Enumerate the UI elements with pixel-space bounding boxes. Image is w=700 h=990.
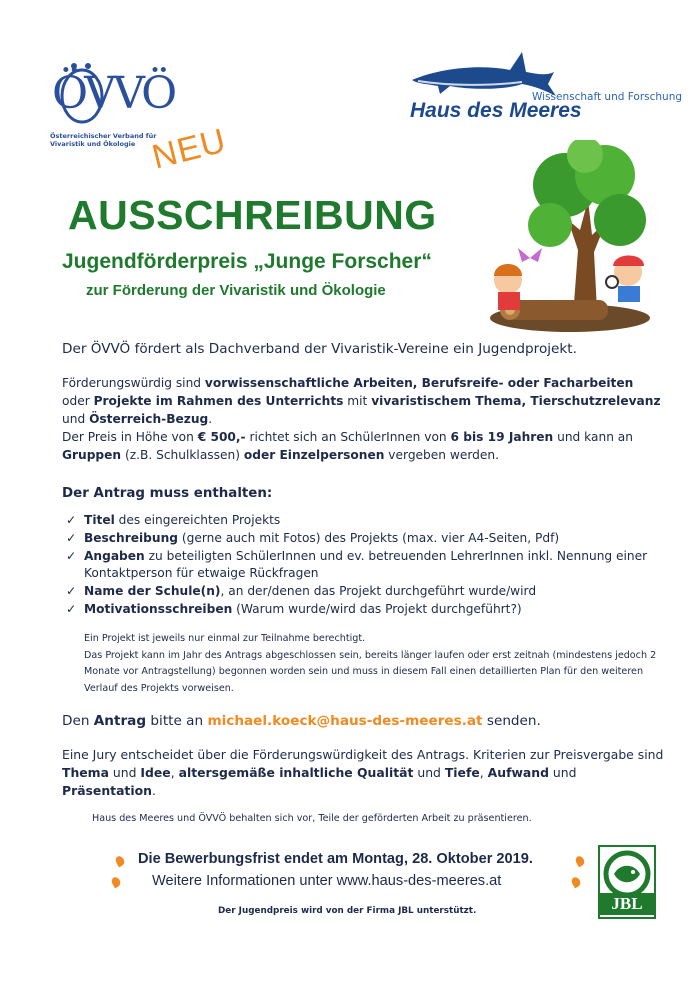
- checkmark-icon: ✓: [66, 602, 77, 616]
- leaf-bullet-icon: [570, 876, 582, 889]
- rights-notice: Haus des Meeres und ÖVVÖ behalten sich vor, Teile der geförderten Arbeit zu präsentieren.: [92, 813, 532, 824]
- list-item: ✓ Titel des eingereichten Projekts: [66, 513, 281, 527]
- checkmark-icon: ✓: [66, 513, 77, 527]
- more-info-text: Weitere Informationen unter www.haus-des-meeres.at: [152, 873, 502, 889]
- sponsor-notice: Der Jugendpreis wird von der Firma JBL unterstützt.: [218, 906, 477, 916]
- new-badge: NEU: [148, 121, 231, 177]
- leaf-bullet-icon: [110, 876, 122, 889]
- ovvo-logo-caption: Österreichischer Verband für Vivaristik und Ökologie: [50, 132, 157, 148]
- participation-notes: Ein Projekt ist jeweils nur einmal zur Teilnahme berechtigt. Das Projekt kann im Jahr des Antrags abgeschlossen sein, bereits länger laufen oder erst zeitnah (mindestens jedoch 2 Monate vor Antragstellung) begonnen worden sein und muss in diesem Fall einen detaillierten Plan für den weiteren Verlauf des Projekts vorweisen.: [84, 633, 657, 694]
- list-item: ✓ Name der Schule(n), an der/denen das Projekt durchgeführt wurde/wird: [66, 584, 537, 598]
- leaf-bullet-icon: [574, 855, 586, 868]
- page-subtitle: Jugendförderpreis „Junge Forscher“: [62, 250, 432, 273]
- list-item: ✓ Angaben zu beteiligten SchülerInnen und ev. betreuenden LehrerInnen inkl. Nennung einer Kontaktperson für etwaige Rückfragen: [66, 549, 648, 580]
- intro-text: Der ÖVVÖ fördert als Dachverband der Vivaristik-Vereine ein Jugendprojekt.: [62, 341, 577, 357]
- ovvo-mark-text: ÖVVÖ: [52, 68, 175, 119]
- checkmark-icon: ✓: [66, 584, 77, 598]
- list-item: ✓ Motivationsschreiben (Warum wurde/wird das Projekt durchgeführt?): [66, 602, 522, 616]
- fish-emblem-icon: [600, 849, 654, 899]
- list-item: ✓ Beschreibung (gerne auch mit Fotos) des Projekts (max. vier A4-Seiten, Pdf): [66, 531, 560, 545]
- ovvo-logo: [46, 60, 175, 160]
- eligibility-paragraph: Förderungswürdig sind vorwissenschaftliche Arbeiten, Berufsreife- oder Facharbeiten oder Projekte im Rahmen des Unterrichts mit vivaristischem Thema, Tierschutzrelevanz und Österreich-Bezug. Der Preis in Höhe von € 500,- richtet sich an SchülerInnen von 6 bis 19 Jahren und kann an Gruppen (z.B. Schulklassen) oder Einzelpersonen vergeben werden.: [62, 376, 661, 462]
- tree-children-illustration: [480, 140, 655, 335]
- jury-paragraph: Eine Jury entscheidet über die Förderungswürdigkeit des Antrags. Kriterien zur Preisvergabe sind Thema und Idee, altersgemäße inhaltliche Qualität und Tiefe, Aufwand und Präsentation.: [62, 747, 664, 798]
- deadline-text: Die Bewerbungsfrist endet am Montag, 28. Oktober 2019.: [138, 851, 533, 867]
- haus-des-meeres-name: Haus des Meeres: [410, 99, 582, 122]
- checkmark-icon: ✓: [66, 531, 77, 545]
- requirements-heading: Der Antrag muss enthalten:: [62, 486, 273, 501]
- checkmark-icon: ✓: [66, 549, 77, 563]
- haus-des-meeres-tagline: Wissenschaft und Forschung: [532, 91, 683, 103]
- jbl-logo-text: JBL: [600, 893, 654, 915]
- leaf-bullet-icon: [114, 855, 126, 868]
- contact-email-link[interactable]: michael.koeck@haus-des-meeres.at: [207, 713, 483, 729]
- page-subtitle-secondary: zur Förderung der Vivaristik und Ökologie: [86, 282, 386, 299]
- page-title: AUSSCHREIBUNG: [68, 192, 437, 238]
- submission-instruction: Den Antrag bitte an michael.koeck@haus-des-meeres.at senden.: [62, 713, 541, 729]
- requirements-list: [66, 512, 666, 619]
- haus-des-meeres-logo: [410, 50, 690, 125]
- jbl-logo: [598, 845, 656, 919]
